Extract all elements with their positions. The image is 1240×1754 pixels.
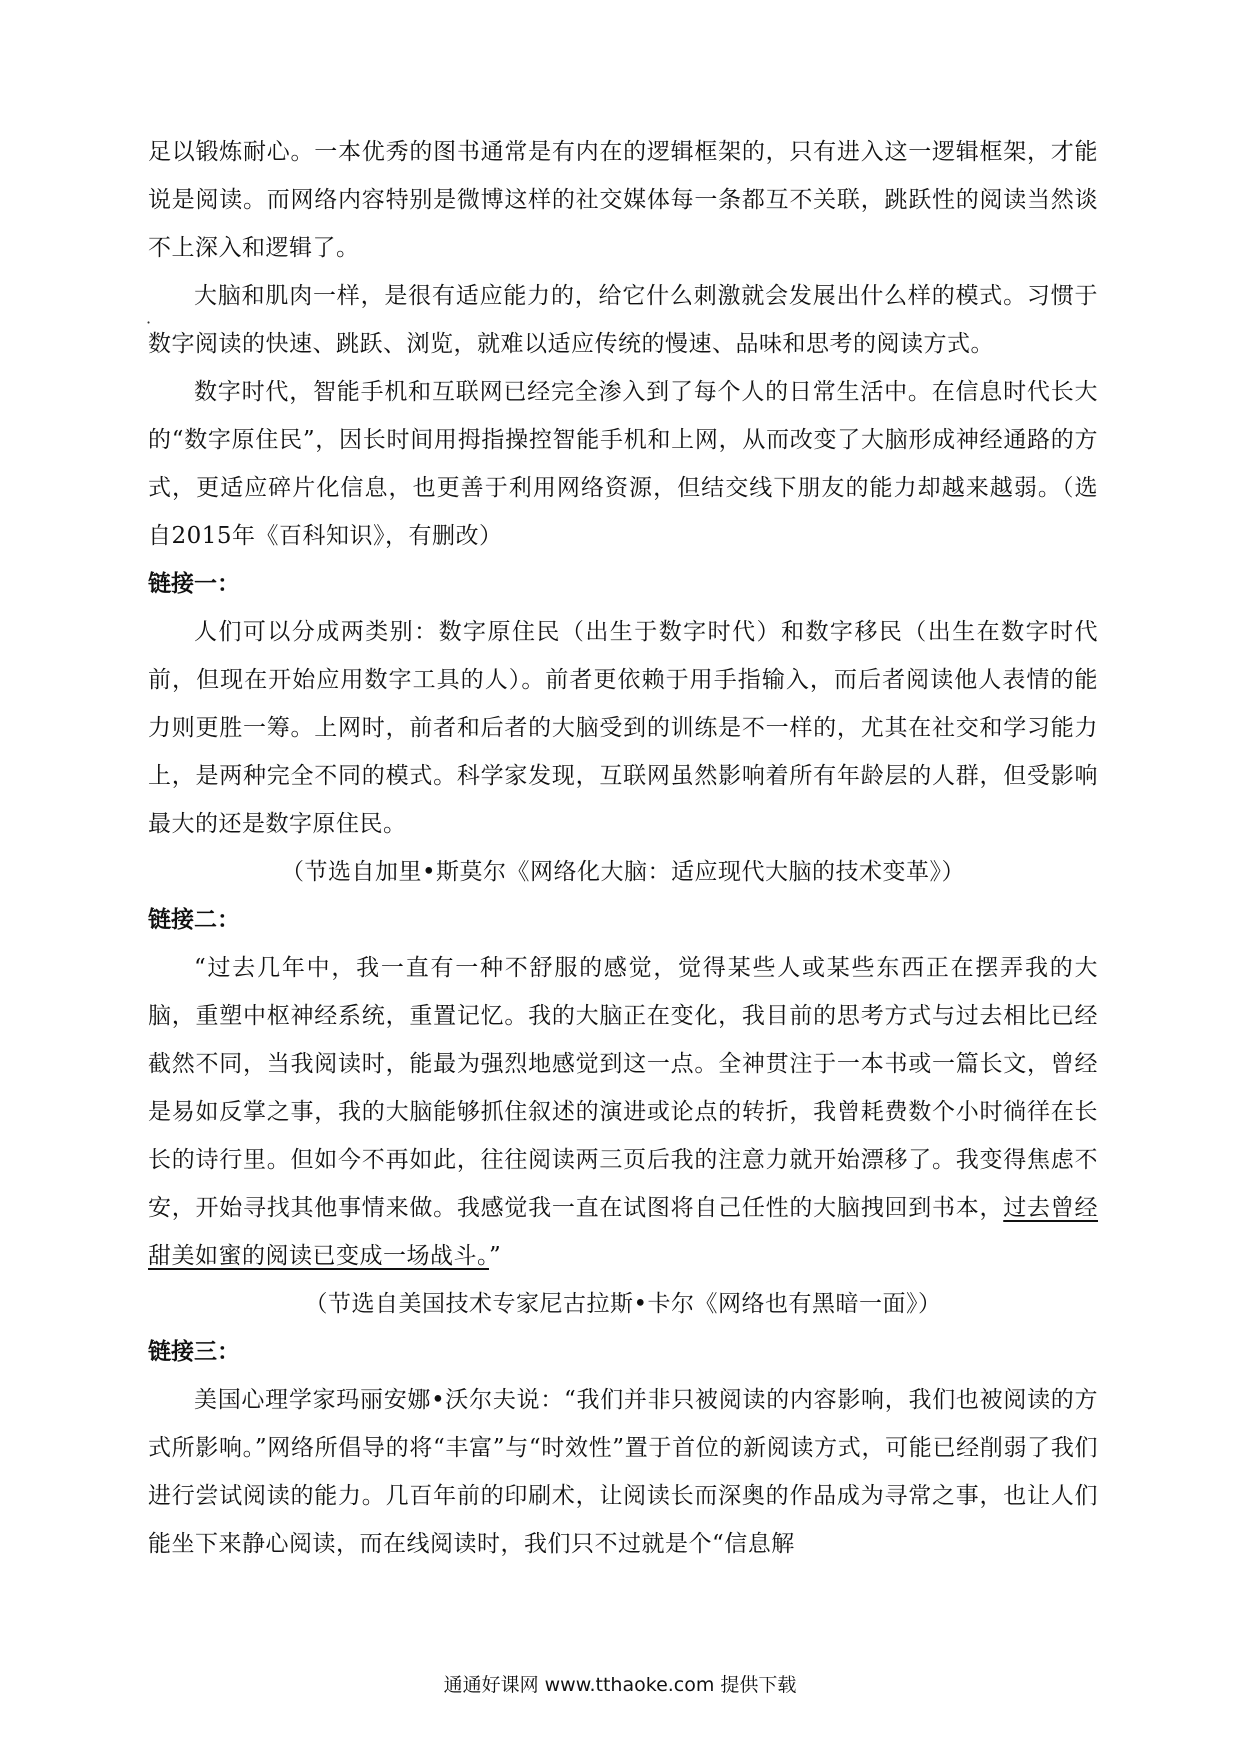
link2-text: “过去几年中，我一直有一种不舒服的感觉，觉得某些人或某些东西正在摆弄我的大脑，重塑中枢神经系统，重置记忆。我的大脑正在变化，我目前的思考方式与过去相比已经截然不同，当我阅读时，能最为强烈地感觉到这一点。全神贯注于一本书或一篇长文，曾经是易如反掌之事，我的大脑能够抓住叙述的演进或论点的转折，我曾耗费数个小时徜徉在长长的诗行里。但如今不再如此，往往阅读两三页后我的注意力就开始漂移了。我变得焦虑不安，开始寻找其他事情来做。我感觉我一直在试图将自己任性的大脑拽回到书本， <box>148 955 1098 1221</box>
body-paragraph-1: 足以锻炼耐心。一本优秀的图书通常是有内在的逻辑框架的，只有进入这一逻辑框架，才能说是阅读。而网络内容特别是微博这样的社交媒体每一条都互不关联，跳跃性的阅读当然谈不上深入和逻辑了。 <box>148 139 1098 261</box>
link2-paragraph <box>148 944 1098 1280</box>
link1-paragraph: 人们可以分成两类别：数字原住民（出生于数字时代）和数字移民（出生在数字时代前，但现在开始应用数字工具的人）。前者更依赖于用手指输入，而后者阅读他人表情的能力则更胜一筹。上网时，前者和后者的大脑受到的训练是不一样的，尤其在社交和学习能力上，是两种完全不同的模式。科学家发现，互联网虽然影响着所有年龄层的人群，但受影响最大的还是数字原住民。 <box>148 619 1098 837</box>
body-paragraph-3: 数字时代，智能手机和互联网已经完全渗入到了每个人的日常生活中。在信息时代长大的“数字原住民”，因长时间用拇指操控智能手机和上网，从而改变了大脑形成神经通路的方式，更适应碎片化信息，也更善于利用网络资源，但结交线下朋友的能力却越来越弱。（选自2015年《百科知识》，有删改） <box>148 379 1098 549</box>
link3-paragraph: 美国心理学家玛丽安娜•沃尔夫说：“我们并非只被阅读的内容影响，我们也被阅读的方式所影响。”网络所倡导的将“丰富”与“时效性”置于首位的新阅读方式，可能已经削弱了我们进行尝试阅读的能力。几百年前的印刷术，让阅读长而深奥的作品成为寻常之事，也让人们能坐下来静心阅读，而在线阅读时，我们只不过就是个“信息解 <box>148 1387 1098 1557</box>
stray-mark: · <box>146 313 152 332</box>
link2-source: （节选自美国技术专家尼古拉斯•卡尔《网络也有黑暗一面》） <box>304 1291 942 1317</box>
page-footer: 通通好课网 www.tthaoke.com 提供下载 <box>443 1674 797 1696</box>
body-paragraph-2: 大脑和肌肉一样，是很有适应能力的，给它什么刺激就会发展出什么样的模式。习惯于数字阅读的快速、跳跃、浏览，就难以适应传统的慢速、品味和思考的阅读方式。 <box>148 283 1098 357</box>
link1-heading: 链接一： <box>148 571 240 597</box>
link1-source: （节选自加里•斯莫尔《网络化大脑：适应现代大脑的技术变革》） <box>280 859 966 885</box>
link2-underlined-sentence: 过去曾经甜美如蜜的阅读已变成一场战斗。 <box>148 1195 1099 1269</box>
link2-closing-quote: ” <box>489 1243 502 1269</box>
link2-heading: 链接二： <box>148 907 240 933</box>
link3-heading: 链接三： <box>148 1339 240 1365</box>
document-page <box>148 128 1098 1568</box>
